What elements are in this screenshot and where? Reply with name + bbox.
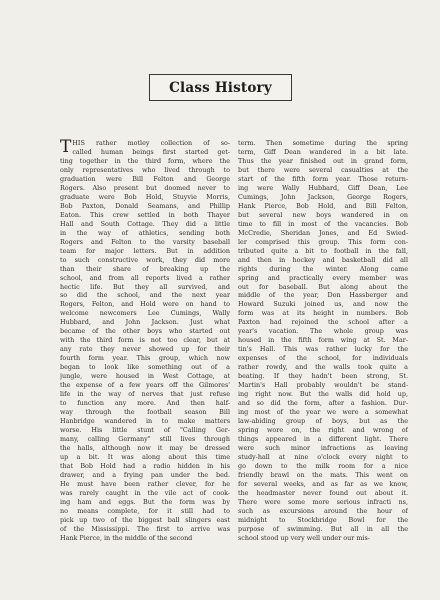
text-line: law-abiding group of boys, but as the (238, 417, 408, 426)
text-line: the expense of a few years off the Gilmores' (60, 381, 230, 390)
text-line: Rogers. Also present but doomed never to (60, 183, 230, 192)
text-line: was rarely caught in the vile act of cook- (60, 488, 230, 497)
text-line: Eaton. This crew settled in both Thayer (60, 210, 230, 219)
text-line: welcome newcomers Lee Cumings, Wally (60, 309, 230, 318)
text-line: the headmaster never found out about it. (238, 488, 408, 497)
title-box (149, 74, 292, 101)
text-line: and then in hockey and basketball did all (238, 255, 408, 264)
text-line: Hanbridge wandered in to make matters (60, 417, 230, 426)
text-line: jungle, were housed in West Cottage, at (60, 372, 230, 381)
text-line: in the way of athletics, sending both (60, 228, 230, 237)
text-line: for several weeks, and as far as we know, (238, 479, 408, 488)
text-line: than their share of breaking up the (60, 264, 230, 273)
text-line: no means complete, for it still had to (60, 506, 230, 515)
text-line: He must have been rather clever, for he (60, 479, 230, 488)
text-line: graduate were Bob Hold, Stuyvie Morris, (60, 192, 230, 201)
text-line: ing most of the year we were a somewhat (238, 408, 408, 417)
text-line: Howard Suzuki joined us, and now the (238, 300, 408, 309)
text-line: way through the football season Bill (60, 408, 230, 417)
drop-cap: T (60, 137, 72, 157)
text-line: midnight to Stockbridge Bowl for the (238, 515, 408, 524)
text-line: Rogers and Felton to the varsity baseball (60, 237, 230, 246)
text-line: There were some more serious infracti ns, (238, 497, 408, 506)
text-line: with the third form is not too clear, but at (60, 336, 230, 345)
text-line: out for baseball. But along about the (238, 282, 408, 291)
text-line: rights during the winter. Along came (238, 264, 408, 273)
text-line: things appeared in a different light. There (238, 434, 408, 443)
text-line: fourth form year. This group, which now (60, 354, 230, 363)
text-line: so did the school, and the next year (60, 291, 230, 300)
text-line: became of the other boys who started out (60, 327, 230, 336)
text-line: Cumings, John Jackson, George Rogers, (238, 192, 408, 201)
text-line: rather rowdy, and the walls took quite a (238, 363, 408, 372)
text-line: ing ham and eggs. But the form was by (60, 497, 230, 506)
text-line: Hank Pierce, in the middle of the second (60, 533, 193, 542)
text-line: ler comprised this group. This form con- (238, 237, 408, 246)
text-line: Bob Paxton, Donald Seamans, and Phillip (60, 201, 230, 210)
text-line: ting together in the third form, where the (60, 156, 230, 165)
text-line: many, calling Germany" still lives through (60, 434, 230, 443)
right-text-column (238, 139, 408, 543)
text-line: ing were Wally Hubbard, Giff Dean, Lee (238, 183, 408, 192)
text-line: friendly brawl on the mats. This went on (238, 470, 408, 479)
text-line: hectic life. But they all survived, and (60, 282, 230, 291)
text-line: beating. If they hadn't been strong, St. (238, 372, 408, 381)
text-line: and so did the form, after a fashion. Dur- (238, 399, 408, 408)
text-line: Rogers, Felton, and Hold were on hand to (60, 300, 230, 309)
text-line: pick up two of the biggest ball slingers east (60, 515, 230, 524)
text-line: any rate they never showed up for their (60, 345, 230, 354)
text-line: form was at its height in numbers. Bob (238, 309, 408, 318)
text-line: Hank Pierce, Bob Hold, and Bill Felton, (238, 201, 408, 210)
text-line: middle of the year, Don Hassberger and (238, 291, 408, 300)
text-line: the halls, although now it may be dressed (60, 443, 230, 452)
text-line: spring and practically every member was (238, 273, 408, 282)
text-line: such as excursions around the hour of (238, 506, 408, 515)
text-line: to function any more. And then half- (60, 399, 230, 408)
text-line: tin's Hall. This was rather lucky for the (238, 345, 408, 354)
text-line: only representatives who lived through to (60, 165, 230, 174)
text-line: expenses of the school, for individuals (238, 354, 408, 363)
text-line: team for major letters. But in addition (60, 246, 230, 255)
text-line: but several new boys wandered in on (238, 210, 408, 219)
text-line: drawer, and a frying pan under the bed. (60, 470, 230, 479)
text-line: Paxton had rejoined the school after a (238, 318, 408, 327)
text-line: ing right now. But the walls did hold up, (238, 390, 408, 399)
text-line: term. Then sometime during the spring (238, 139, 408, 147)
text-line: graduation were Bill Felton and George (60, 174, 230, 183)
text-line: spring wore on, the right and wrong of (238, 426, 408, 434)
text-line: but there were several casualties at the (238, 165, 408, 174)
text-line: study-hall at nine o'clock every night to (238, 452, 408, 461)
text-line: Martin's Hall probably wouldn't be stand- (238, 381, 408, 390)
text-line: Hall and South Cottage. They did a little (60, 219, 230, 228)
text-line: start of the fifth form year. Those return- (238, 174, 408, 183)
text-line: term, Giff Dean wandered in a bit late. (238, 147, 408, 156)
text-line: housed in the fifth form wing at St. Mar- (238, 336, 408, 345)
text-line: purpose of swimming. But all in all the (238, 524, 408, 533)
text-line: that Bob Hold had a radio hidden in his (60, 461, 230, 470)
text-line: began to look like something out of a (60, 363, 230, 372)
text-line: McCredie, Sheridan Jones, and Ed Swied- (238, 228, 408, 237)
text-line: Hubbard, and John Jackson. Just what (60, 318, 230, 327)
text-line: up a bit. It was along about this time (60, 452, 230, 461)
text-line: go down to the milk room for a nice (238, 461, 408, 470)
text-line: were such minor infractions as leaving (238, 443, 408, 452)
text-line: year's vacation. The whole group was (238, 327, 408, 336)
text-line: Thus the year finished out in grand form, (238, 156, 408, 165)
text-line: school, and from all reports lived a rather (60, 273, 230, 282)
text-line: tributed quite a bit to football in the fall, (238, 246, 408, 255)
text-line: time to fill in most of the vacancies. Bob (238, 219, 408, 228)
text-line: life in the way of nerves that just refuse (60, 390, 230, 399)
text-line: HIS rather motley collection of so- (72, 139, 230, 147)
text-line: to such constructive work, they did more (60, 255, 230, 264)
page-title: Class History (169, 79, 272, 96)
text-line: of the Mississippi. The first to arrive was (60, 524, 230, 533)
text-line: worse. His little stunt of "Calling Ger- (60, 426, 230, 434)
text-line: school stood up very well under our mis- (238, 533, 370, 542)
text-line: called human beings first started get- (72, 147, 230, 156)
left-text-column (60, 139, 230, 543)
